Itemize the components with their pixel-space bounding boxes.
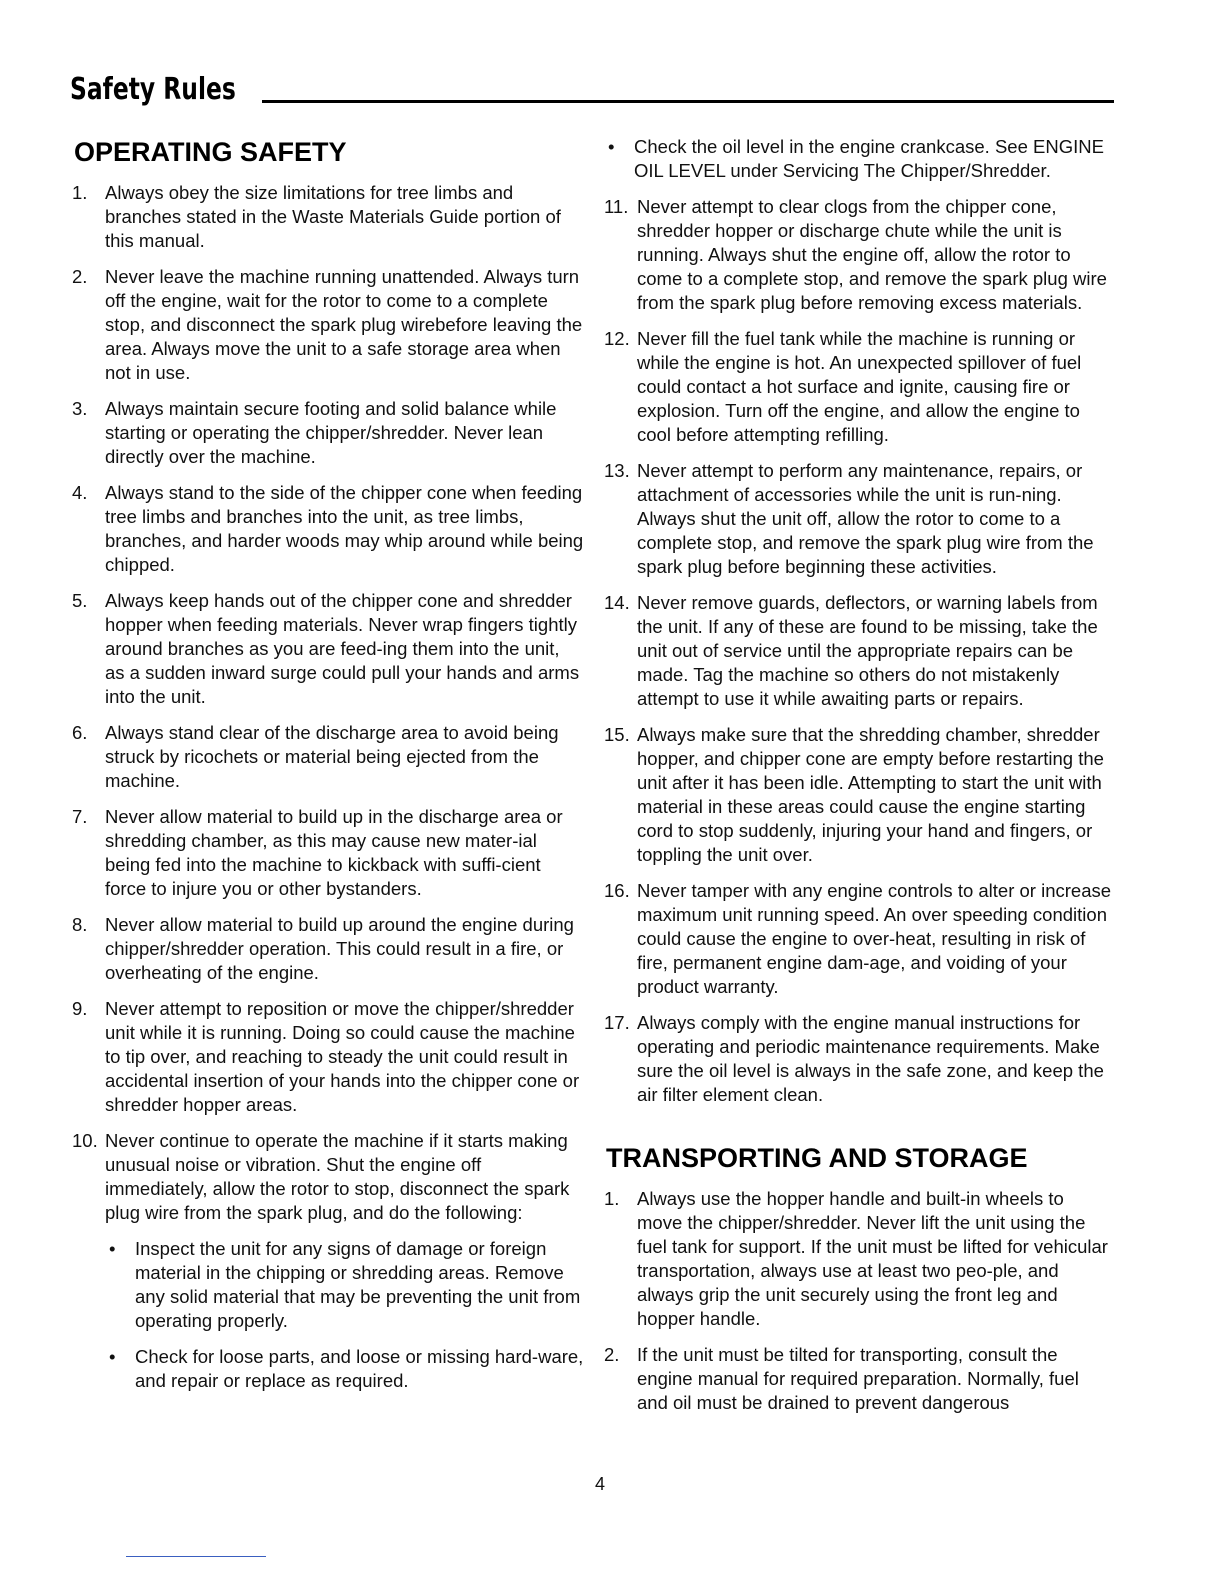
bullet-item [604,135,1114,183]
rule-item [604,1343,1114,1415]
rule-number: 1. [604,1188,620,1209]
operating-safety-heading: OPERATING SAFETY [74,137,347,167]
bullet-dot: • [109,1346,116,1367]
rule-text: Never allow material to build up around the engine during chipper/shredder operation. This could result in a fire, or overheating of the engine. [105,914,574,983]
rule-text: Never attempt to perform any maintenance, repairs, or attachment of accessories while the unit is run-ning. Always shut the unit off, allow the rotor to come to a complete stop, and remove the spark plug wire from the spark plug before beginning these activities. [637,460,1094,577]
transport-rules-list [604,1187,1114,1415]
rule-item [72,805,584,901]
rule-item [604,1187,1114,1331]
page-header [70,70,1114,110]
page-title: Safety Rules [70,72,236,107]
bullet-text: Check the oil level in the engine crankcase. See ENGINE OIL LEVEL under Servicing The Chipper/Shredder. [634,136,1104,181]
rule-number: 2. [604,1344,620,1365]
rule-item [72,721,584,793]
rule-item [604,879,1114,999]
bullet-text: Inspect the unit for any signs of damage or foreign material in the chipping or shredding areas. Remove any solid material that may be preventing the unit from operating properly. [135,1238,581,1331]
rule-text: Always make sure that the shredding chamber, shredder hopper, and chipper cone are empty before restarting the unit after it has been idle. Attempting to start the unit with material in these areas could cause the engine starting cord to stop suddenly, injuring your hand and fingers, or toppling the unit over. [637,724,1104,865]
page-number: 4 [594,1474,605,1494]
right-column [604,135,1114,1427]
rule-number: 15. [604,724,630,745]
rule-number: 5. [72,590,88,611]
rule-10-bullet-list-continued [604,135,1114,183]
rule-text: Always comply with the engine manual instructions for operating and periodic maintenance requirements. Make sure the oil level is always in the safe zone, and keep the air filter element clean. [637,1012,1104,1105]
rule-item [72,913,584,985]
rule-number: 3. [72,398,88,419]
bullet-dot: • [608,136,615,157]
rule-text: Always maintain secure footing and solid balance while starting or operating the chipper/shredder. Never lean directly over the machine. [105,398,557,467]
rule-number: 11. [604,196,629,217]
rule-number: 9. [72,998,88,1019]
rule-item [72,265,584,385]
rule-text: Never attempt to clear clogs from the chipper cone, shredder hopper or discharge chute while the unit is running. Always shut the engine off, allow the rotor to come to a complete stop, and remove the spark plug wire from the spark plug before removing excess materials. [637,196,1107,313]
rule-number: 2. [72,266,88,287]
rule-number: 4. [72,482,88,503]
rule-item [604,459,1114,579]
transporting-storage-heading: TRANSPORTING AND STORAGE [606,1143,1028,1173]
rule-text: Always keep hands out of the chipper cone and shredder hopper when feeding materials. Never wrap fingers tightly around branches as you are feed-ing them into the unit, as a sudden inward surge could pull your hands and arms into the unit. [105,590,580,707]
rule-number: 8. [72,914,88,935]
operating-rules-list-continued [604,195,1114,1107]
rule-text: Never tamper with any engine controls to alter or increase maximum unit running speed. An over speeding condition could cause the engine to over-heat, resulting in risk of fire, permanent engine dam-age, and voiding of your product warranty. [637,880,1112,997]
rule-number: 12. [604,328,630,349]
bullet-dot: • [109,1238,116,1259]
rule-number: 17. [604,1012,630,1033]
rule-text: Never fill the fuel tank while the machine is running or while the engine is hot. An unexpected spillover of fuel could contact a hot surface and ignite, causing fire or explosion. Turn off the engine, and allow the engine to cool before attempting refilling. [637,328,1082,445]
rule-text: Never continue to operate the machine if it starts making unusual noise or vibration. Shut the engine off immediately, allow the rotor to stop, disconnect the spark plug wire from the spark plug, and do the following: [105,1130,570,1223]
rule-text: Always use the hopper handle and built-in wheels to move the chipper/shredder. Never lift the unit using the fuel tank for support. If the unit must be lifted for vehicular transportation, always use at least two peo-ple, and always grip the unit securely using the front leg and hopper handle. [637,1188,1108,1329]
rule-item [604,1011,1114,1107]
rule-item [604,327,1114,447]
rule-item [72,1129,584,1393]
rule-item [72,481,584,577]
rule-item [72,589,584,709]
rule-text: Never allow material to build up in the discharge area or shredding chamber, as this may cause new mater-ial being fed into the machine to kickback with suffi-cient force to injure you or other bystanders. [105,806,563,899]
rule-item [72,181,584,253]
title-rule [262,100,1114,103]
footer-line [126,1556,266,1557]
rule-item [604,723,1114,867]
rule-item [604,195,1114,315]
rule-text: Always obey the size limitations for tree limbs and branches stated in the Waste Materials Guide portion of this manual. [105,182,561,251]
rule-item [72,997,584,1117]
rule-number: 14. [604,592,630,613]
rule-number: 10. [72,1130,98,1151]
bullet-item [105,1345,584,1393]
rule-text: Never leave the machine running unattended. Always turn off the engine, wait for the rotor to come to a complete stop, and disconnect the spark plug wirebefore leaving the area. Always move the unit to a safe storage area when not in use. [105,266,583,383]
rule-text: Never attempt to reposition or move the chipper/shredder unit while it is running. Doing so could cause the machine to tip over, and reaching to steady the unit could result in accidental insertion of your hands into the chipper cone or shredder hopper areas. [105,998,580,1115]
rule-number: 13. [604,460,630,481]
left-column [72,135,584,1405]
rule-number: 7. [72,806,88,827]
rule-number: 1. [72,182,88,203]
rule-10-bullet-list [105,1237,584,1393]
bullet-text: Check for loose parts, and loose or missing hard-ware, and repair or replace as required. [135,1346,584,1391]
rule-text: Never remove guards, deflectors, or warning labels from the unit. If any of these are found to be missing, take the unit out of service until the appropriate repairs can be made. Tag the machine so others do not mistakenly attempt to use it while awaiting parts or repairs. [637,592,1098,709]
rule-number: 16. [604,880,630,901]
rule-item [72,397,584,469]
rule-text: Always stand to the side of the chipper cone when feeding tree limbs and branches into the unit, as tree limbs, branches, and harder woods may whip around while being chipped. [105,482,584,575]
rule-text: If the unit must be tilted for transporting, consult the engine manual for required preparation. Normally, fuel and oil must be drained to prevent dangerous [637,1344,1079,1413]
rule-number: 6. [72,722,88,743]
operating-rules-list [72,181,584,1393]
rule-text: Always stand clear of the discharge area to avoid being struck by ricochets or material being ejected from the machine. [105,722,559,791]
bullet-item [105,1237,584,1333]
rule-item [604,591,1114,711]
